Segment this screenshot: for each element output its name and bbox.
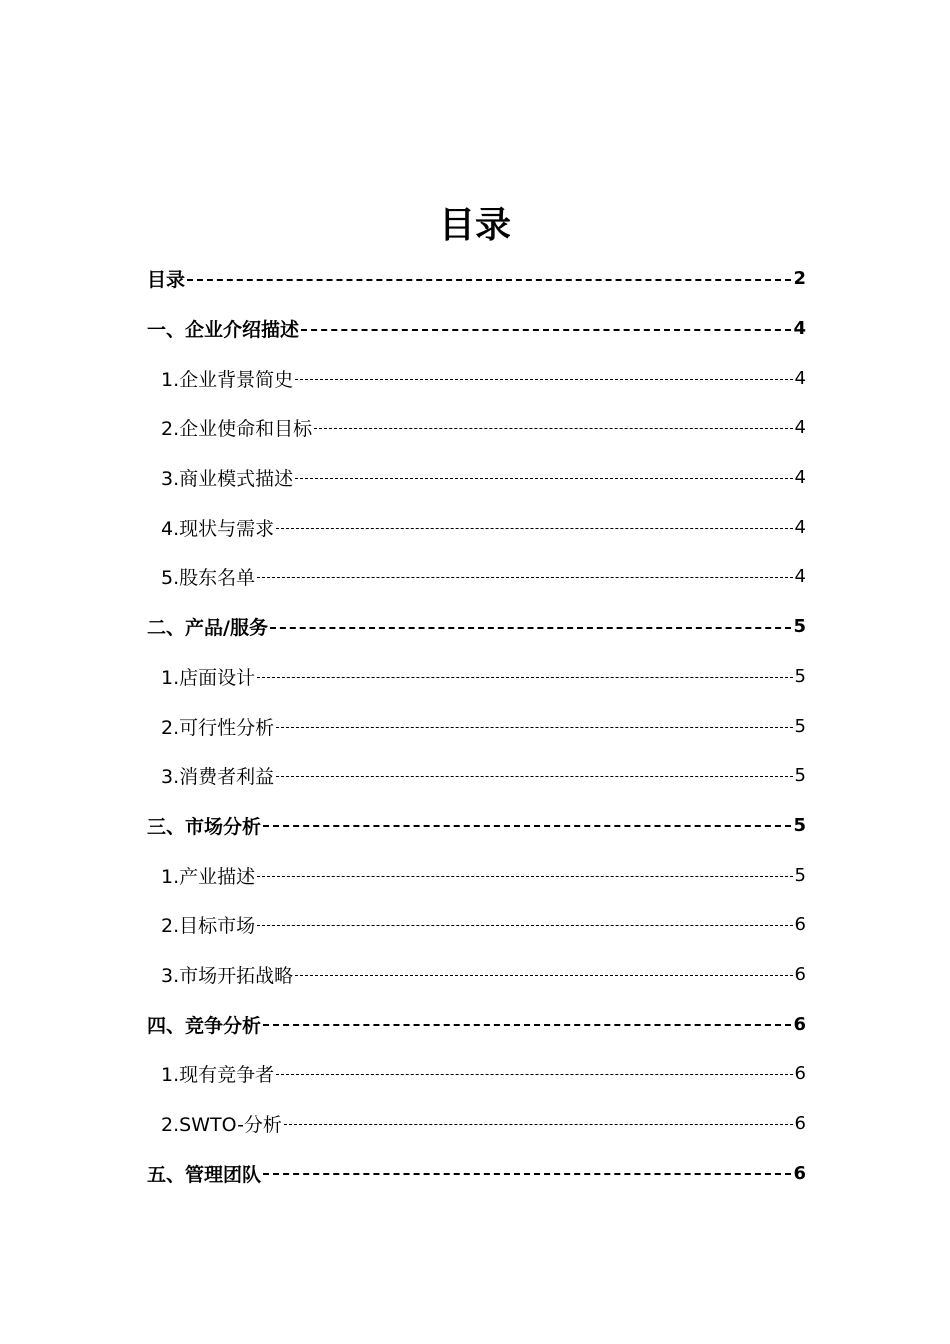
toc-entry-label: 2.SWTO-分析 <box>161 1114 282 1137</box>
toc-page-number: 6 <box>793 1013 806 1035</box>
toc-dot-leader <box>276 528 792 529</box>
toc-entry-label: 2.可行性分析 <box>161 716 275 739</box>
toc-dot-leader <box>276 776 792 777</box>
toc-page-number: 6 <box>793 1162 806 1184</box>
toc-entry-section[interactable] <box>147 999 806 1049</box>
toc-entry-label: 1.产业描述 <box>161 865 256 888</box>
toc-page-number: 6 <box>794 1063 806 1085</box>
toc-page-number: 5 <box>793 814 806 836</box>
toc-entry-subsection[interactable] <box>147 652 806 702</box>
toc-dot-leader <box>276 727 792 728</box>
toc-entry-label: 一、企业介绍描述 <box>147 319 300 342</box>
toc-dot-leader <box>314 428 792 429</box>
toc-entry-label: 二、产品/服务 <box>147 617 268 640</box>
toc-entry-subsection[interactable] <box>147 701 806 751</box>
toc-dot-leader <box>276 1074 792 1075</box>
toc-entry-label: 1.店面设计 <box>161 666 256 689</box>
toc-page-number: 6 <box>794 1113 806 1135</box>
toc-entry-section[interactable] <box>147 602 806 652</box>
toc-entry-subsection[interactable] <box>147 950 806 1000</box>
toc-page-number: 4 <box>794 467 806 489</box>
toc-entry-subsection[interactable] <box>147 552 806 602</box>
toc-entry-subsection[interactable] <box>147 353 806 403</box>
toc-dot-leader <box>295 478 792 479</box>
toc-entry-label: 1.现有竞争者 <box>161 1064 275 1087</box>
toc-dot-leader <box>257 925 792 926</box>
table-of-contents <box>147 254 806 1198</box>
toc-entry-label: 四、竞争分析 <box>147 1014 262 1037</box>
toc-entry-subsection[interactable] <box>147 850 806 900</box>
toc-entry-label: 3.商业模式描述 <box>161 468 294 491</box>
toc-page-number: 5 <box>794 864 806 886</box>
toc-dot-leader <box>263 825 791 827</box>
toc-page-number: 4 <box>794 516 806 538</box>
toc-page-number: 4 <box>794 566 806 588</box>
toc-entry-label: 三、市场分析 <box>147 815 262 838</box>
toc-page-number: 6 <box>794 914 806 936</box>
toc-dot-leader <box>187 279 791 281</box>
toc-entry-label: 3.消费者利益 <box>161 766 275 789</box>
toc-entry-label: 2.企业使命和目标 <box>161 418 313 441</box>
toc-entry-section[interactable] <box>147 304 806 354</box>
toc-entry-label: 5.股东名单 <box>161 567 256 590</box>
toc-entry-section[interactable] <box>147 254 806 304</box>
toc-dot-leader <box>257 577 792 578</box>
toc-dot-leader <box>257 876 792 877</box>
toc-dot-leader <box>295 975 792 976</box>
toc-page-number: 5 <box>794 765 806 787</box>
toc-entry-subsection[interactable] <box>147 502 806 552</box>
toc-dot-leader <box>263 1024 791 1026</box>
page-title: 目录 <box>438 205 511 246</box>
toc-page-number: 5 <box>794 715 806 737</box>
toc-entry-subsection[interactable] <box>147 900 806 950</box>
toc-entry-subsection[interactable] <box>147 1099 806 1149</box>
toc-page-number: 5 <box>793 616 806 638</box>
toc-page-number: 2 <box>793 268 806 290</box>
toc-entry-subsection[interactable] <box>147 453 806 503</box>
toc-dot-leader <box>301 329 791 331</box>
toc-entry-subsection[interactable] <box>147 1049 806 1099</box>
toc-page-number: 4 <box>794 417 806 439</box>
toc-entry-label: 五、管理团队 <box>147 1163 262 1186</box>
toc-dot-leader <box>263 1173 791 1175</box>
toc-page-number: 4 <box>793 318 806 340</box>
toc-dot-leader <box>257 677 792 678</box>
toc-dot-leader <box>295 379 792 380</box>
toc-entry-label: 1.企业背景简史 <box>161 368 294 391</box>
toc-entry-subsection[interactable] <box>147 751 806 801</box>
toc-page-number: 5 <box>794 665 806 687</box>
toc-dot-leader <box>270 627 792 629</box>
toc-entry-subsection[interactable] <box>147 403 806 453</box>
toc-dot-leader <box>284 1124 793 1125</box>
toc-entry-label: 2.目标市场 <box>161 915 256 938</box>
toc-entry-label: 目录 <box>147 269 186 292</box>
toc-entry-label: 4.现状与需求 <box>161 517 275 540</box>
toc-entry-section[interactable] <box>147 1148 806 1198</box>
toc-entry-label: 3.市场开拓战略 <box>161 964 294 987</box>
toc-entry-section[interactable] <box>147 801 806 851</box>
toc-page-number: 6 <box>794 963 806 985</box>
toc-page-number: 4 <box>794 367 806 389</box>
